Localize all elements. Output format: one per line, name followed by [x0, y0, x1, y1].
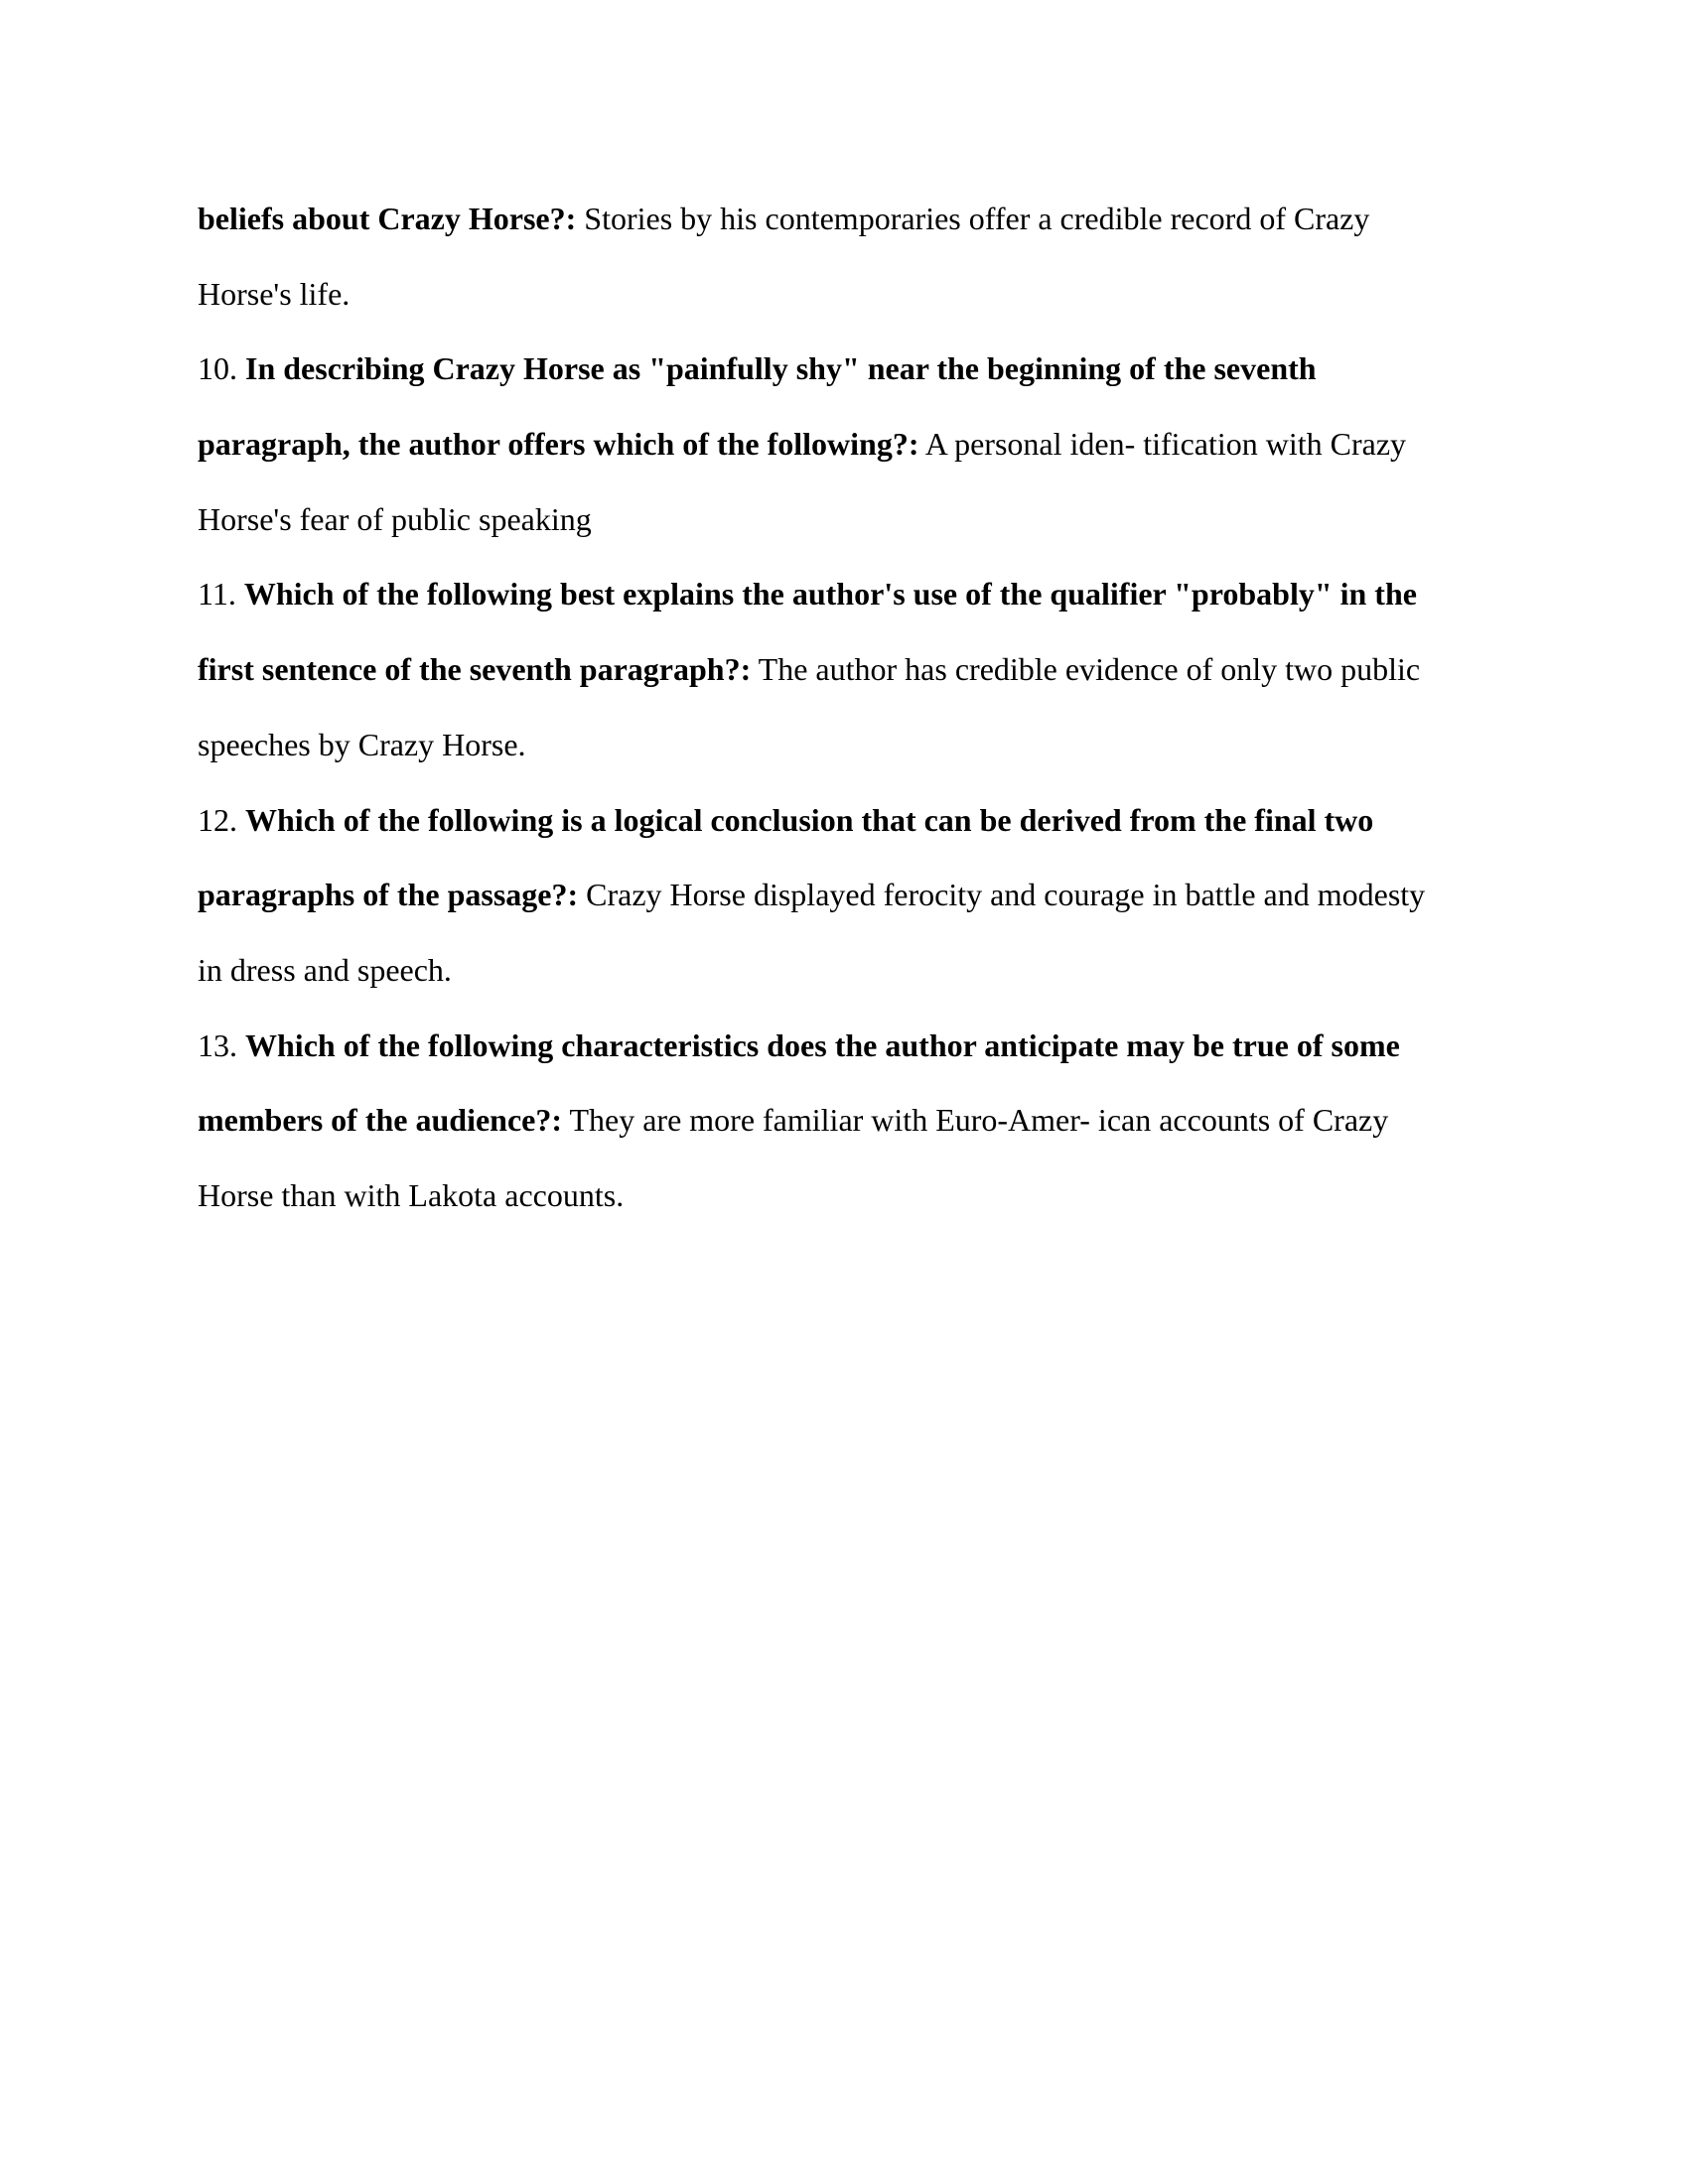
question-text: first sentence of the seventh paragraph?: [198, 651, 752, 688]
answer-text: Horse's life. [198, 275, 351, 312]
answer-text: Crazy Horse displayed ferocity and courage in battle and modesty [578, 877, 1426, 913]
text-line [198, 422, 1488, 497]
text-line [198, 798, 1488, 874]
question-text: paragraphs of the passage?: [198, 877, 579, 913]
question-text: paragraph, the author offers which of the following?: [198, 426, 919, 463]
answer-text: in dress and speech. [198, 951, 452, 988]
text-line [198, 272, 1488, 347]
question-number: 10. [198, 350, 245, 387]
question-text: Which of the following is a logical conclusion that can be derived from the final two [245, 801, 1374, 838]
text-line [198, 197, 1488, 272]
answer-text: speeches by Crazy Horse. [198, 726, 526, 762]
text-line [198, 948, 1488, 1024]
text-line [198, 647, 1488, 723]
text-line [198, 497, 1488, 573]
question-text: members of the audience?: [198, 1102, 563, 1139]
question-text: Which of the following characteristics does the author anticipate may be true of some [245, 1026, 1400, 1063]
text-line [198, 873, 1488, 948]
answer-text: They are more familiar with Euro-Amer- ican accounts of Crazy [562, 1102, 1389, 1139]
answer-text: A personal iden- tification with Crazy [918, 426, 1407, 463]
text-line [198, 572, 1488, 647]
question-text: beliefs about Crazy Horse?: [198, 201, 577, 236]
text-line [198, 723, 1488, 798]
question-number: 13. [198, 1026, 245, 1063]
text-line [198, 1173, 1488, 1249]
question-number: 12. [198, 801, 245, 838]
answer-text: Stories by his contemporaries offer a credible record of Crazy [576, 201, 1370, 236]
question-number: 11. [198, 576, 244, 613]
answer-text: Horse's fear of public speaking [198, 500, 592, 537]
question-text: Which of the following best explains the author's use of the qualifier "probably" in the [243, 576, 1417, 613]
text-line [198, 1098, 1488, 1173]
text-line [198, 346, 1488, 422]
answer-text: The author has credible evidence of only two public [751, 651, 1421, 688]
text-line [198, 1024, 1488, 1099]
answer-text: Horse than with Lakota accounts. [198, 1176, 625, 1213]
question-text: In describing Crazy Horse as "painfully shy" near the beginning of the seventh [245, 350, 1317, 387]
document-body [198, 197, 1488, 1249]
